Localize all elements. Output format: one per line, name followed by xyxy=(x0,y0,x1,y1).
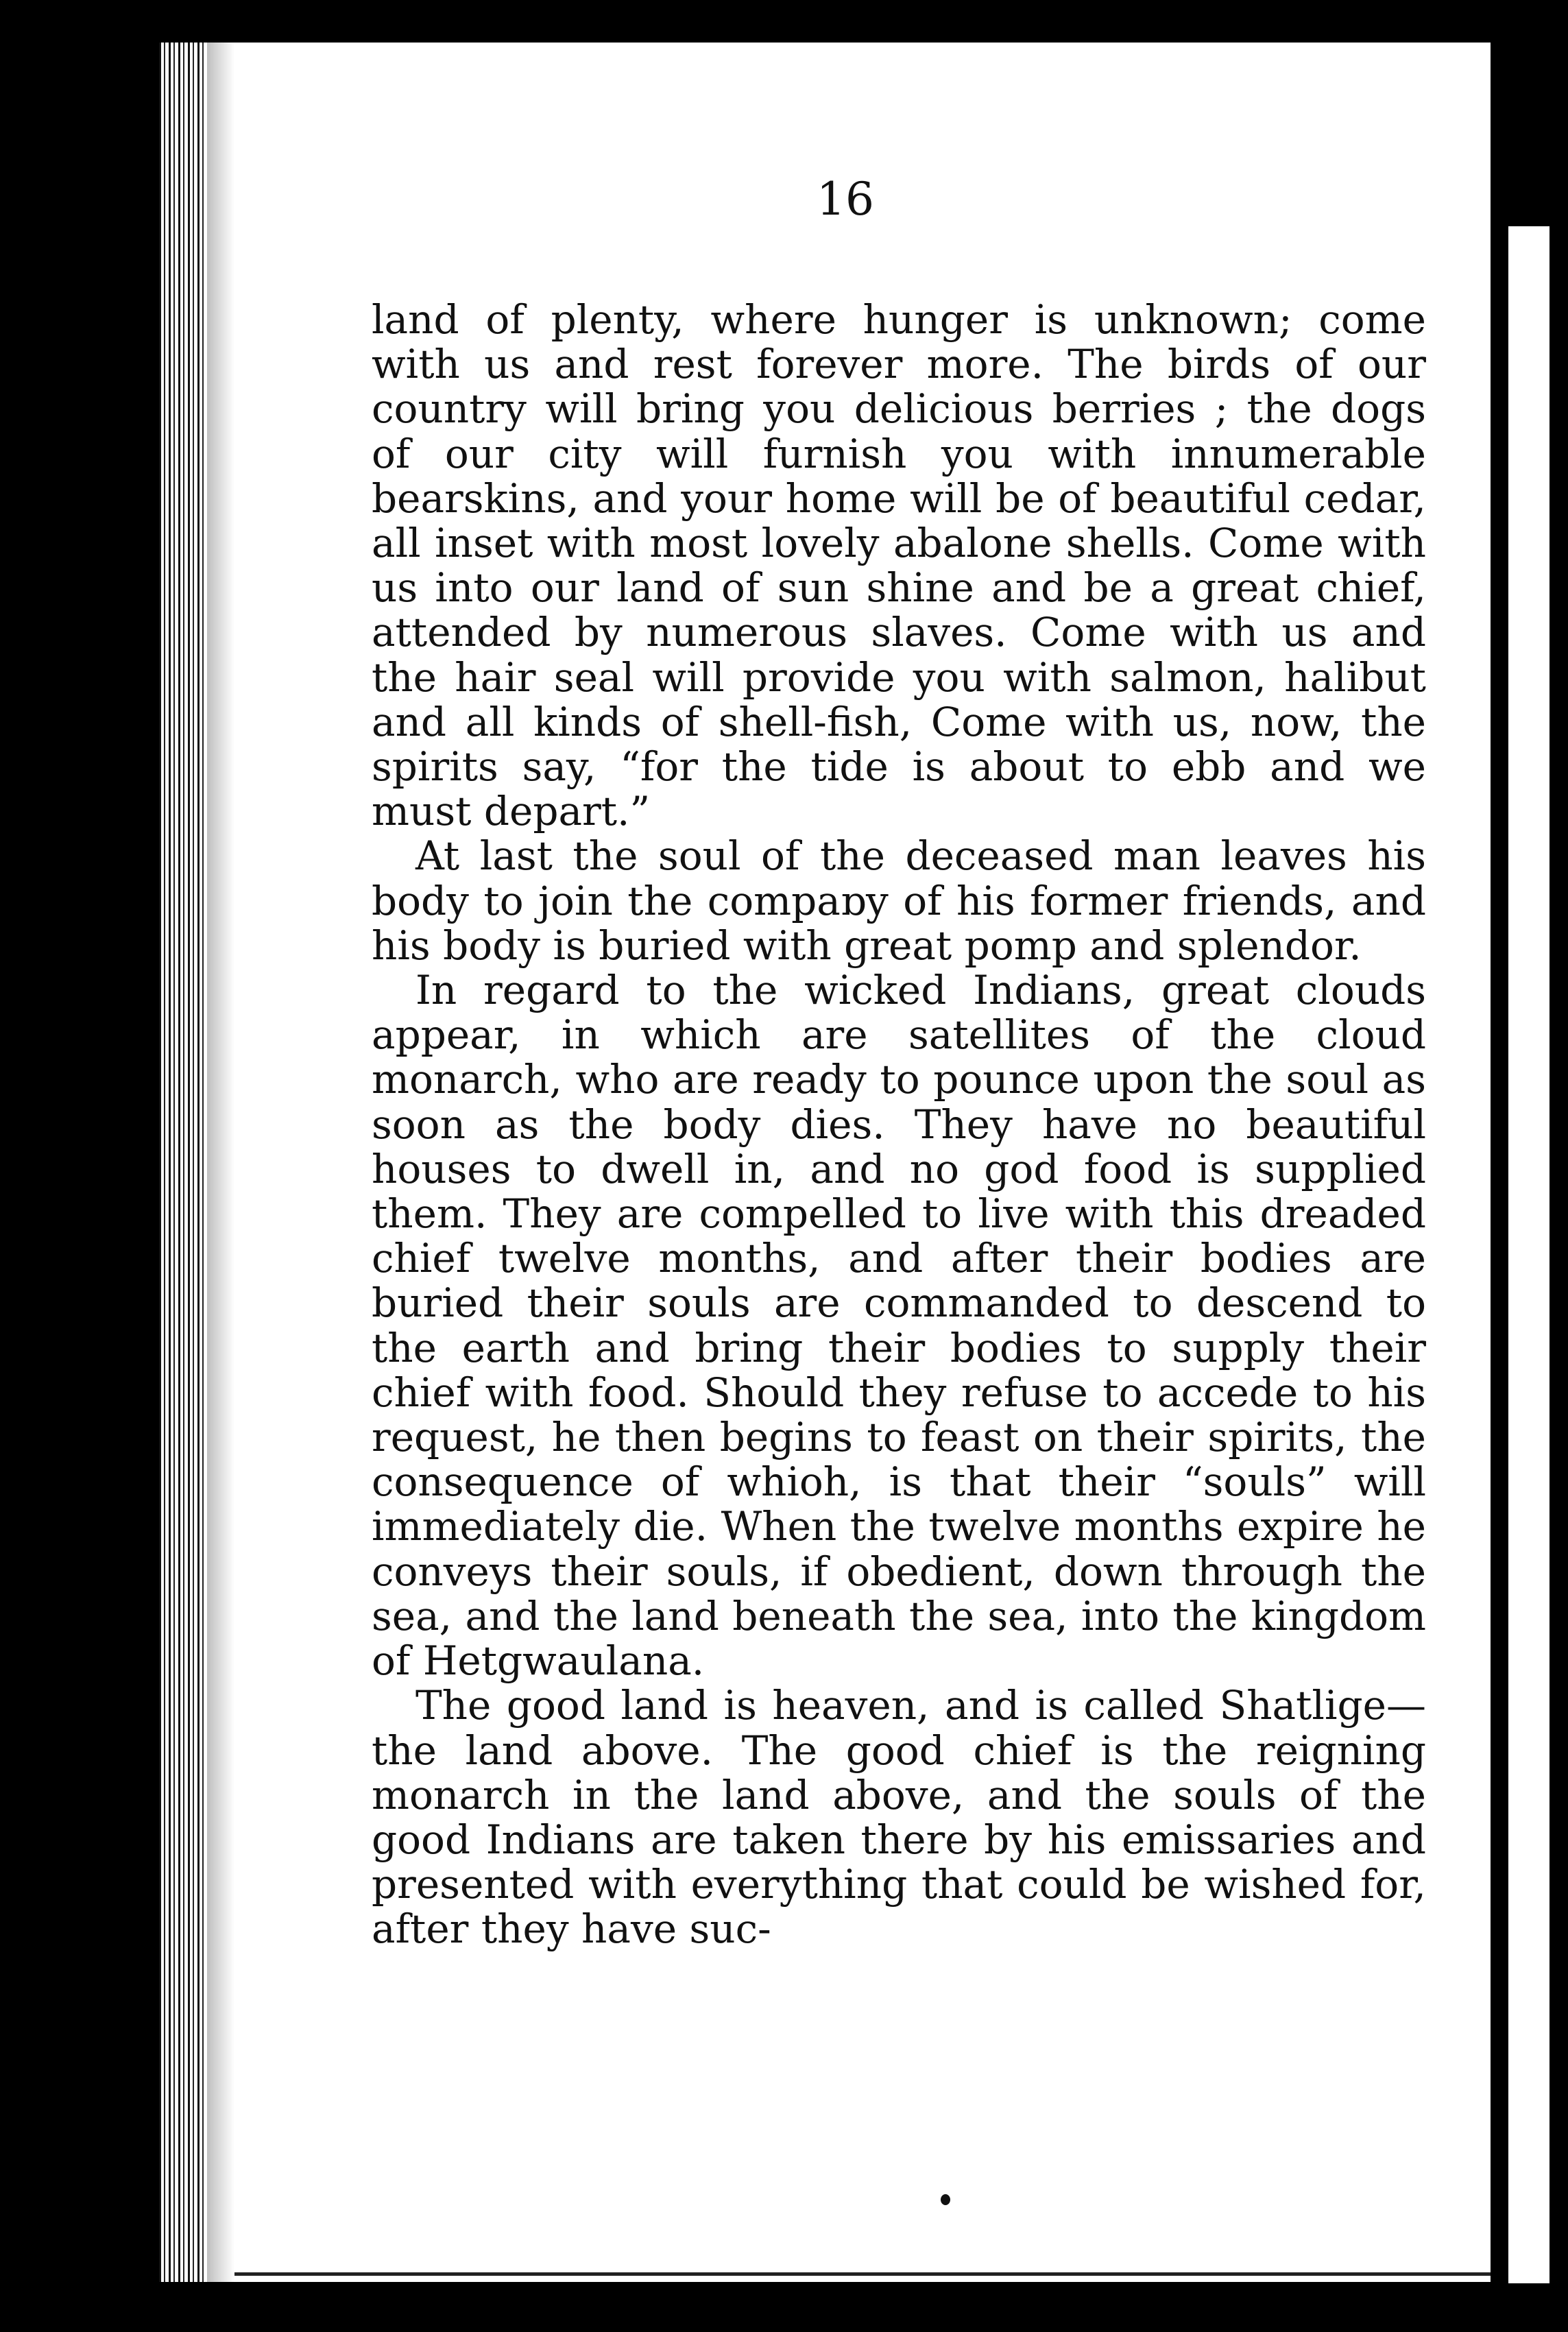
page-bottom-edge xyxy=(234,2272,1491,2276)
paragraph-wicked-indians: In regard to the wicked Indians, great clouds appear, in which are satellites of the cloud monarch, who are ready to pounce upon the soul as soon as the body dies. They have no beautiful houses to dwell in, and no god food is supplied them. They are compelled to live with this dreaded chief twelve months, and after their bodies are buried their souls are commanded to descend to the earth and bring their bodies to supply their chief with food. Should they refuse to accede to his request, he then begins to feast on their spirits, the consequence of whioh, is that their “souls” will immediately die. When the twelve months expire he conveys their souls, if obedient, down through the sea, and the land beneath the sea, into the kingdom of Hetgwaulana. xyxy=(372,967,1426,1685)
ink-spot xyxy=(941,2194,950,2205)
book-page xyxy=(159,43,1491,2282)
page-number: 16 xyxy=(817,173,874,226)
page-body-text xyxy=(372,298,1426,1952)
spine-shadow xyxy=(207,43,234,2282)
book-spine xyxy=(159,43,207,2282)
paragraph-good-land: The good land is heaven, and is called Shatlige—the land above. The good chief is the reigning monarch in the land above, and the souls of the good Indians are taken there by his emissaries and presented with everything that could be wished for, after they have suc- xyxy=(372,1682,1426,1953)
adjacent-page-edge xyxy=(1508,226,1549,2283)
paragraph-continued: land of plenty, where hunger is unknown; come with us and rest forever more. The birds of our country will bring you delicious berries ; the dogs of our city will furnish you with innumerable bearskins, and your home will be of beautiful cedar, all inset with most lovely abalone shells. Come with us into our land of sun shine and be a great chief, attended by numerous slaves. Come with us and the hair seal will provide you with salmon, halibut and all kinds of shell-fish, Come with us, now, the spirits say, “for the tide is about to ebb and we must depart.” xyxy=(372,296,1426,835)
paragraph-soul-departs: At last the soul of the deceased man leaves his body to join the compaɒy of his former friends, and his body is buried with great pomp and splendor. xyxy=(372,832,1426,969)
